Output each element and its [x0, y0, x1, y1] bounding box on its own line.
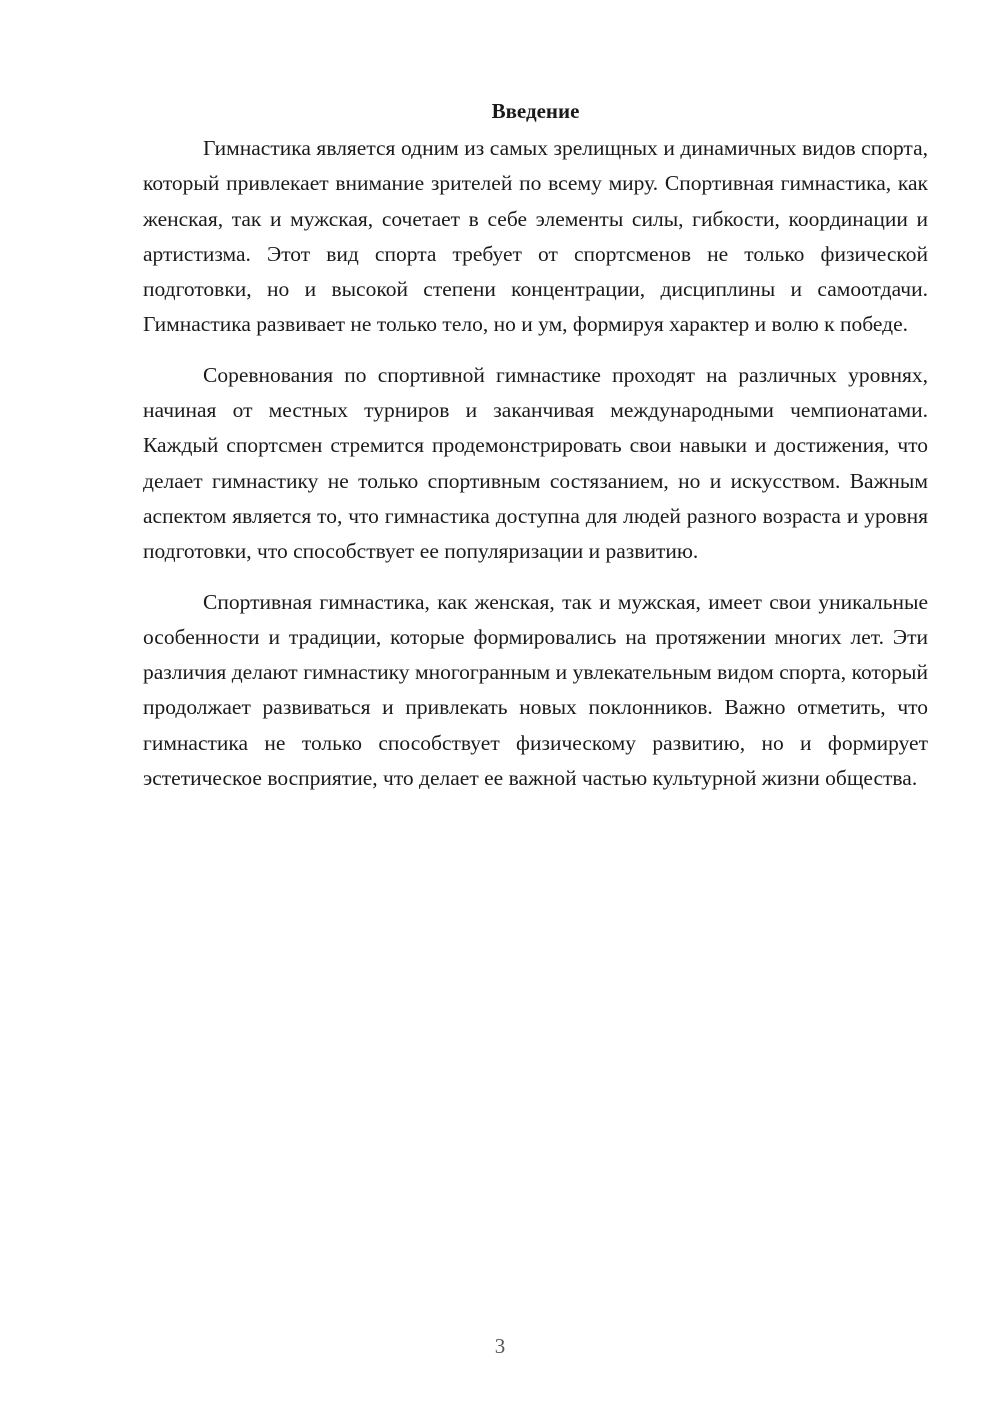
page-number: 3 — [494, 1334, 506, 1358]
paragraph-1: Гимнастика является одним из самых зрелищных и динамичных видов спорта, который привлекает внимание зрителей по всему миру. Спортивная гимнастика, как женская, так и мужская, сочетает в себе элементы силы, гибкости, координации и артистизма. Этот вид спорта требует от спортсменов не только физической подготовки, но и высокой степени концентрации, дисциплины и самоотдачи. Гимнастика развивает не только тело, но и ум, формируя характер и волю к победе. — [143, 136, 928, 337]
paragraph-3: Спортивная гимнастика, как женская, так и мужская, имеет свои уникальные особенности и традиции, которые формировались на протяжении многих лет. Эти различия делают гимнастику многогранным и увлекательным видом спорта, который продолжает развиваться и привлекать новых поклонников. Важно отметить, что гимнастика не только способствует физическому развитию, но и формирует эстетическое восприятие, что делает ее важной частью культурной жизни общества. — [143, 589, 928, 791]
page-content — [143, 96, 928, 811]
section-heading: Введение — [491, 99, 580, 123]
paragraph-2: Соревнования по спортивной гимнастике проходят на различных уровнях, начиная от местных турниров и заканчивая международными чемпионатами. Каждый спортсмен стремится продемонстрировать свои навыки и достижения, что делает гимнастику не только спортивным состязанием, но и искусством. Важным аспектом является то, что гимнастика доступна для людей разного возраста и уровня подготовки, что способствует ее популяризации и развитию. — [143, 362, 928, 564]
